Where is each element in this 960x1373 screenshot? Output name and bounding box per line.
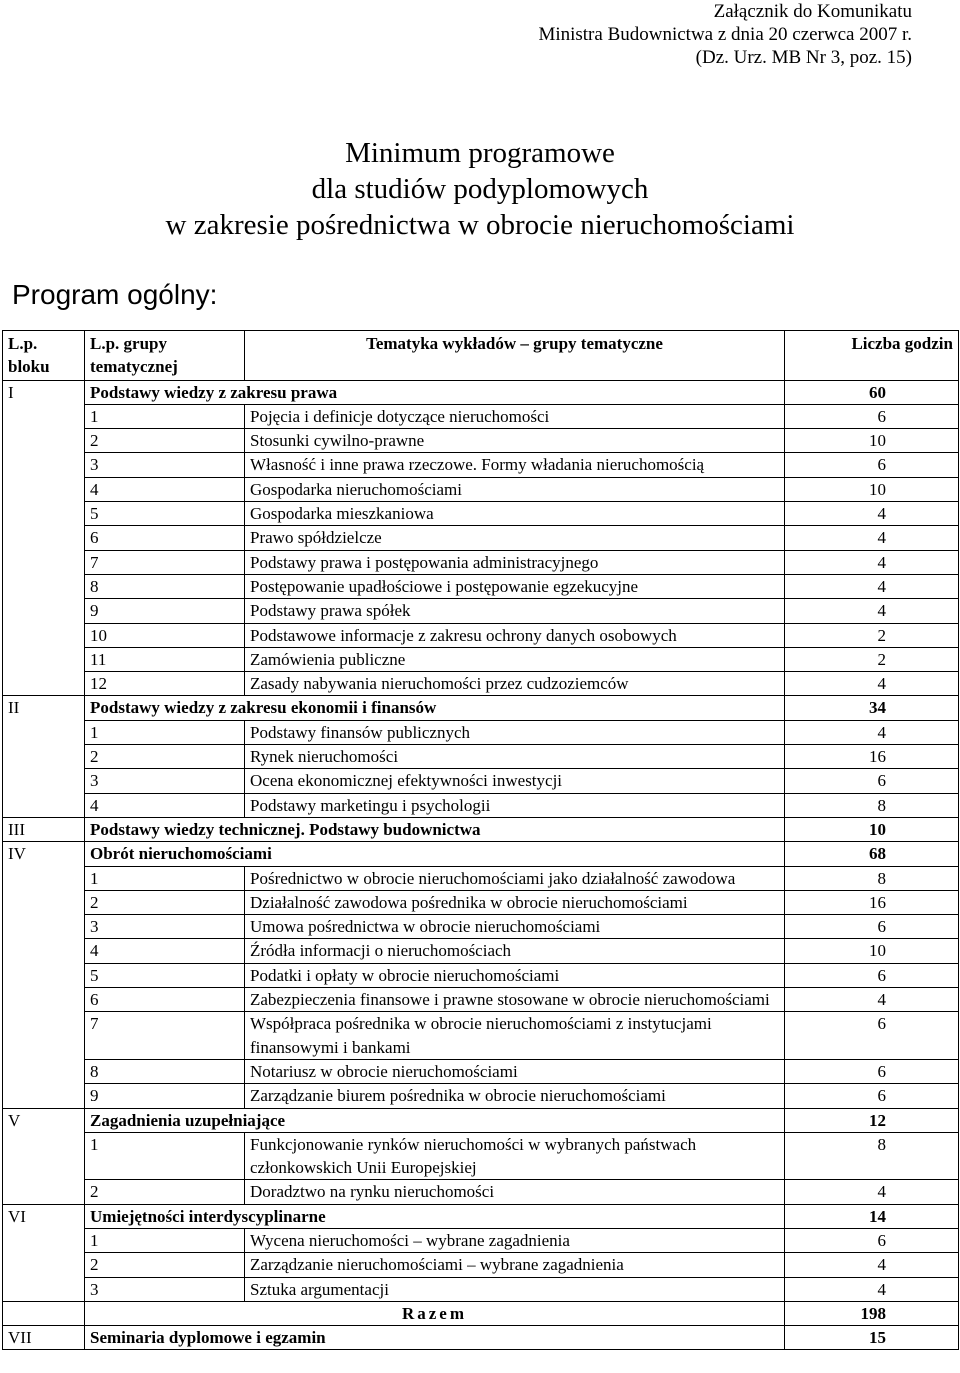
group-number: 1: [85, 720, 245, 744]
topic-text: Zarządzanie biurem pośrednika w obrocie nieruchomościami: [245, 1084, 785, 1108]
block-hours: 68: [785, 842, 959, 866]
group-number: 4: [85, 793, 245, 817]
total-hours: 198: [785, 1301, 959, 1325]
table-row: [3, 453, 959, 477]
group-number: 1: [85, 404, 245, 428]
topic-text: Podstawy marketingu i psychologii: [245, 793, 785, 817]
block-hours: 12: [785, 1108, 959, 1132]
group-number: 3: [85, 915, 245, 939]
group-number: 3: [85, 769, 245, 793]
group-number: 7: [85, 550, 245, 574]
topic-hours: 10: [785, 429, 959, 453]
table-row: [3, 769, 959, 793]
group-number: 2: [85, 745, 245, 769]
document-title: [0, 135, 960, 243]
table-row: [3, 939, 959, 963]
table-row: [3, 526, 959, 550]
table-row: [3, 1277, 959, 1301]
topic-text: Rynek nieruchomości: [245, 745, 785, 769]
group-number: 7: [85, 1012, 245, 1060]
topic-hours: 4: [785, 574, 959, 598]
topic-hours: 6: [785, 1084, 959, 1108]
topic-hours: 8: [785, 1132, 959, 1180]
topic-text: Pojęcia i definicje dotyczące nieruchomości: [245, 404, 785, 428]
topic-text: Funkcjonowanie rynków nieruchomości w wybranych państwach członkowskich Unii Europejskiej: [245, 1132, 785, 1180]
topic-hours: 16: [785, 745, 959, 769]
block-number: VII: [3, 1326, 85, 1350]
topic-text: Zamówienia publiczne: [245, 647, 785, 671]
table-row: [3, 1253, 959, 1277]
topic-hours: 8: [785, 793, 959, 817]
group-number: 5: [85, 963, 245, 987]
block-number: II: [3, 696, 85, 817]
table-row: [3, 599, 959, 623]
group-number: 6: [85, 988, 245, 1012]
group-number: 12: [85, 672, 245, 696]
group-number: 2: [85, 890, 245, 914]
group-number: 8: [85, 574, 245, 598]
header-topic: Tematyka wykładów – grupy tematyczne: [245, 331, 785, 381]
table-row: [3, 672, 959, 696]
topic-text: Działalność zawodowa pośrednika w obrocie nieruchomościami: [245, 890, 785, 914]
table-row-total: [3, 1301, 959, 1325]
block-title: Umiejętności interdyscyplinarne: [85, 1204, 785, 1228]
group-number: 10: [85, 623, 245, 647]
topic-hours: 2: [785, 623, 959, 647]
topic-text: Umowa pośrednictwa w obrocie nieruchomościami: [245, 915, 785, 939]
title-line: dla studiów podyplomowych: [311, 173, 649, 205]
table-row-block: [3, 1204, 959, 1228]
topic-hours: 10: [785, 477, 959, 501]
table-row: [3, 890, 959, 914]
topic-text: Współpraca pośrednika w obrocie nieruchomościami z instytucjami finansowymi i bankami: [245, 1012, 785, 1060]
program-table: [2, 330, 959, 1350]
block-hours: 10: [785, 817, 959, 841]
title-line: w zakresie pośrednictwa w obrocie nieruchomościami: [165, 209, 795, 241]
table-row: [3, 1228, 959, 1252]
block-number: I: [3, 380, 85, 696]
topic-hours: 2: [785, 647, 959, 671]
topic-hours: 10: [785, 939, 959, 963]
table-row: [3, 745, 959, 769]
table-row-block: [3, 696, 959, 720]
table-row: [3, 1012, 959, 1060]
topic-hours: 6: [785, 404, 959, 428]
topic-text: Postępowanie upadłościowe i postępowanie egzekucyjne: [245, 574, 785, 598]
group-number: 9: [85, 1084, 245, 1108]
topic-text: Podstawy finansów publicznych: [245, 720, 785, 744]
table-row: [3, 793, 959, 817]
group-number: 11: [85, 647, 245, 671]
block-hours: 34: [785, 696, 959, 720]
topic-hours: 6: [785, 1059, 959, 1083]
topic-hours: 6: [785, 1012, 959, 1060]
header-hours: Liczba godzin: [785, 331, 959, 381]
topic-hours: 4: [785, 502, 959, 526]
annex-line: Ministra Budownictwa z dnia 20 czerwca 2007 r.: [538, 24, 912, 45]
table-row: [3, 963, 959, 987]
block-number: IV: [3, 842, 85, 1108]
program-subtitle: Program ogólny:: [12, 279, 218, 310]
table-row: [3, 1059, 959, 1083]
table-header-row: [3, 331, 959, 381]
topic-text: Ocena ekonomicznej efektywności inwestycji: [245, 769, 785, 793]
table-row-block: [3, 380, 959, 404]
annex-note: [538, 0, 912, 69]
header-block-no: L.p. bloku: [3, 331, 85, 381]
topic-hours: 4: [785, 599, 959, 623]
table-row: [3, 720, 959, 744]
topic-text: Prawo spółdzielcze: [245, 526, 785, 550]
group-number: 4: [85, 939, 245, 963]
topic-hours: 4: [785, 526, 959, 550]
group-number: 1: [85, 1228, 245, 1252]
topic-hours: 6: [785, 453, 959, 477]
group-number: 5: [85, 502, 245, 526]
topic-text: Podstawowe informacje z zakresu ochrony danych osobowych: [245, 623, 785, 647]
group-number: 1: [85, 1132, 245, 1180]
block-hours: 60: [785, 380, 959, 404]
table-body: [3, 380, 959, 1350]
topic-hours: 4: [785, 1180, 959, 1204]
table-row-block: [3, 1108, 959, 1132]
annex-line: Załącznik do Komunikatu: [713, 1, 912, 22]
topic-text: Wycena nieruchomości – wybrane zagadnienia: [245, 1228, 785, 1252]
table-row-block: [3, 842, 959, 866]
table-row: [3, 1084, 959, 1108]
topic-hours: 4: [785, 1277, 959, 1301]
block-hours: 14: [785, 1204, 959, 1228]
topic-hours: 4: [785, 988, 959, 1012]
group-number: 3: [85, 453, 245, 477]
topic-text: Gospodarka nieruchomościami: [245, 477, 785, 501]
table-row: [3, 574, 959, 598]
block-number: VI: [3, 1204, 85, 1301]
block-title: Podstawy wiedzy z zakresu prawa: [85, 380, 785, 404]
table-row-block: [3, 817, 959, 841]
group-number: 1: [85, 866, 245, 890]
topic-hours: 6: [785, 915, 959, 939]
table-row: [3, 866, 959, 890]
group-number: 9: [85, 599, 245, 623]
title-line: Minimum programowe: [345, 137, 615, 169]
table-row: [3, 623, 959, 647]
topic-hours: 4: [785, 550, 959, 574]
header-group-no: L.p. grupy tematycznej: [85, 331, 245, 381]
topic-hours: 4: [785, 672, 959, 696]
topic-hours: 6: [785, 1228, 959, 1252]
table-row: [3, 550, 959, 574]
table-row: [3, 915, 959, 939]
table-row: [3, 429, 959, 453]
topic-hours: 4: [785, 720, 959, 744]
topic-text: Pośrednictwo w obrocie nieruchomościami jako działalność zawodowa: [245, 866, 785, 890]
topic-hours: 6: [785, 769, 959, 793]
group-number: 4: [85, 477, 245, 501]
block-number: V: [3, 1108, 85, 1204]
table-row: [3, 1180, 959, 1204]
topic-text: Doradztwo na rynku nieruchomości: [245, 1180, 785, 1204]
total-label: Razem: [85, 1301, 785, 1325]
group-number: 3: [85, 1277, 245, 1301]
topic-text: Podatki i opłaty w obrocie nieruchomościami: [245, 963, 785, 987]
topic-text: Podstawy prawa spółek: [245, 599, 785, 623]
block-number: III: [3, 817, 85, 841]
group-number: 8: [85, 1059, 245, 1083]
group-number: 2: [85, 1180, 245, 1204]
topic-text: Zarządzanie nieruchomościami – wybrane zagadnienia: [245, 1253, 785, 1277]
topic-text: Sztuka argumentacji: [245, 1277, 785, 1301]
table-row: [3, 404, 959, 428]
topic-text: Gospodarka mieszkaniowa: [245, 502, 785, 526]
block-title: Seminaria dyplomowe i egzamin: [85, 1326, 785, 1350]
group-number: 2: [85, 1253, 245, 1277]
topic-text: Źródła informacji o nieruchomościach: [245, 939, 785, 963]
topic-text: Podstawy prawa i postępowania administracyjnego: [245, 550, 785, 574]
table-row: [3, 502, 959, 526]
table-row: [3, 988, 959, 1012]
block-title: Obrót nieruchomościami: [85, 842, 785, 866]
topic-hours: 6: [785, 963, 959, 987]
topic-hours: 8: [785, 866, 959, 890]
table-row: [3, 647, 959, 671]
topic-text: Notariusz w obrocie nieruchomościami: [245, 1059, 785, 1083]
topic-text: Zasady nabywania nieruchomości przez cudzoziemców: [245, 672, 785, 696]
topic-text: Własność i inne prawa rzeczowe. Formy władania nieruchomością: [245, 453, 785, 477]
annex-line: (Dz. Urz. MB Nr 3, poz. 15): [695, 47, 912, 68]
topic-hours: 4: [785, 1253, 959, 1277]
topic-text: Stosunki cywilno-prawne: [245, 429, 785, 453]
topic-hours: 16: [785, 890, 959, 914]
block-title: Podstawy wiedzy z zakresu ekonomii i finansów: [85, 696, 785, 720]
table-row: [3, 477, 959, 501]
total-empty: [3, 1301, 85, 1325]
block-hours: 15: [785, 1326, 959, 1350]
group-number: 2: [85, 429, 245, 453]
block-title: Zagadnienia uzupełniające: [85, 1108, 785, 1132]
topic-text: Zabezpieczenia finansowe i prawne stosowane w obrocie nieruchomościami: [245, 988, 785, 1012]
table-row: [3, 1132, 959, 1180]
group-number: 6: [85, 526, 245, 550]
block-title: Podstawy wiedzy technicznej. Podstawy budownictwa: [85, 817, 785, 841]
table-row-block: [3, 1326, 959, 1350]
